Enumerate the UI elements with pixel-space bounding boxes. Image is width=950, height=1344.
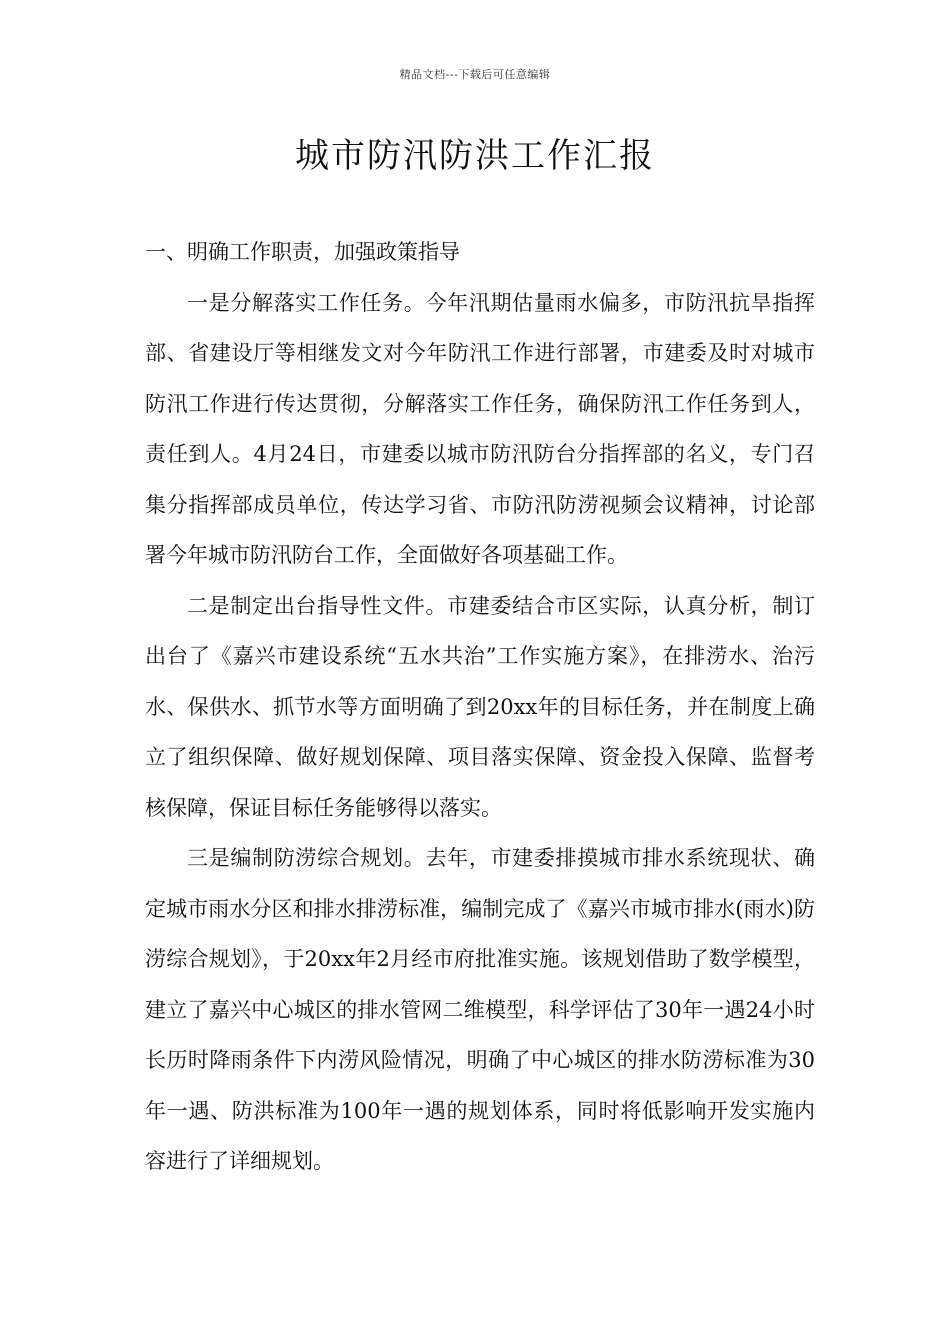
paragraph-1: 一是分解落实工作任务。今年汛期估量雨水偏多，市防汛抗旱指挥部、省建设厅等相继发文对今年防汛工作进行部署，市建委及时对城市防汛工作进行传达贯彻，分解落实工作任务，确保防汛工作任务到人，责任到人。4月24日，市建委以城市防汛防台分指挥部的名义，专门召集分指挥部成员单位，传达学习省、市防汛防涝视频会议精神，讨论部署今年城市防汛防台工作，全面做好各项基础工作。 bbox=[145, 290, 815, 567]
document-title: 城市防汛防洪工作汇报 bbox=[295, 136, 655, 176]
section-heading: 一、明确工作职责，加强政策指导 bbox=[145, 240, 460, 264]
paragraph-3: 三是编制防涝综合规划。去年，市建委排摸城市排水系统现状、确定城市雨水分区和排水排涝标准，编制完成了《嘉兴市城市排水(雨水)防涝综合规划》，于20xx年2月经市府批准实施。该规划借助了数学模型，建立了嘉兴中心城区的排水管网二维模型，科学评估了30年一遇24小时长历时降雨条件下内涝风险情况，明确了中心城区的排水防涝标准为30年一遇、防洪标准为100年一遇的规划体系，同时将低影响开发实施内容进行了详细规划。 bbox=[145, 846, 815, 1173]
document-body bbox=[145, 227, 815, 1187]
paragraph-2: 二是制定出台指导性文件。市建委结合市区实际，认真分析，制订出台了《嘉兴市建设系统“五水共治”工作实施方案》，在排涝水、治污水、保供水、抓节水等方面明确了到20xx年的目标任务，并在制度上确立了组织保障、做好规划保障、项目落实保障、资金投入保障、监督考核保障，保证目标任务能够得以落实。 bbox=[145, 593, 815, 820]
header-note: 精品文档---下载后可任意编辑 bbox=[399, 68, 551, 81]
